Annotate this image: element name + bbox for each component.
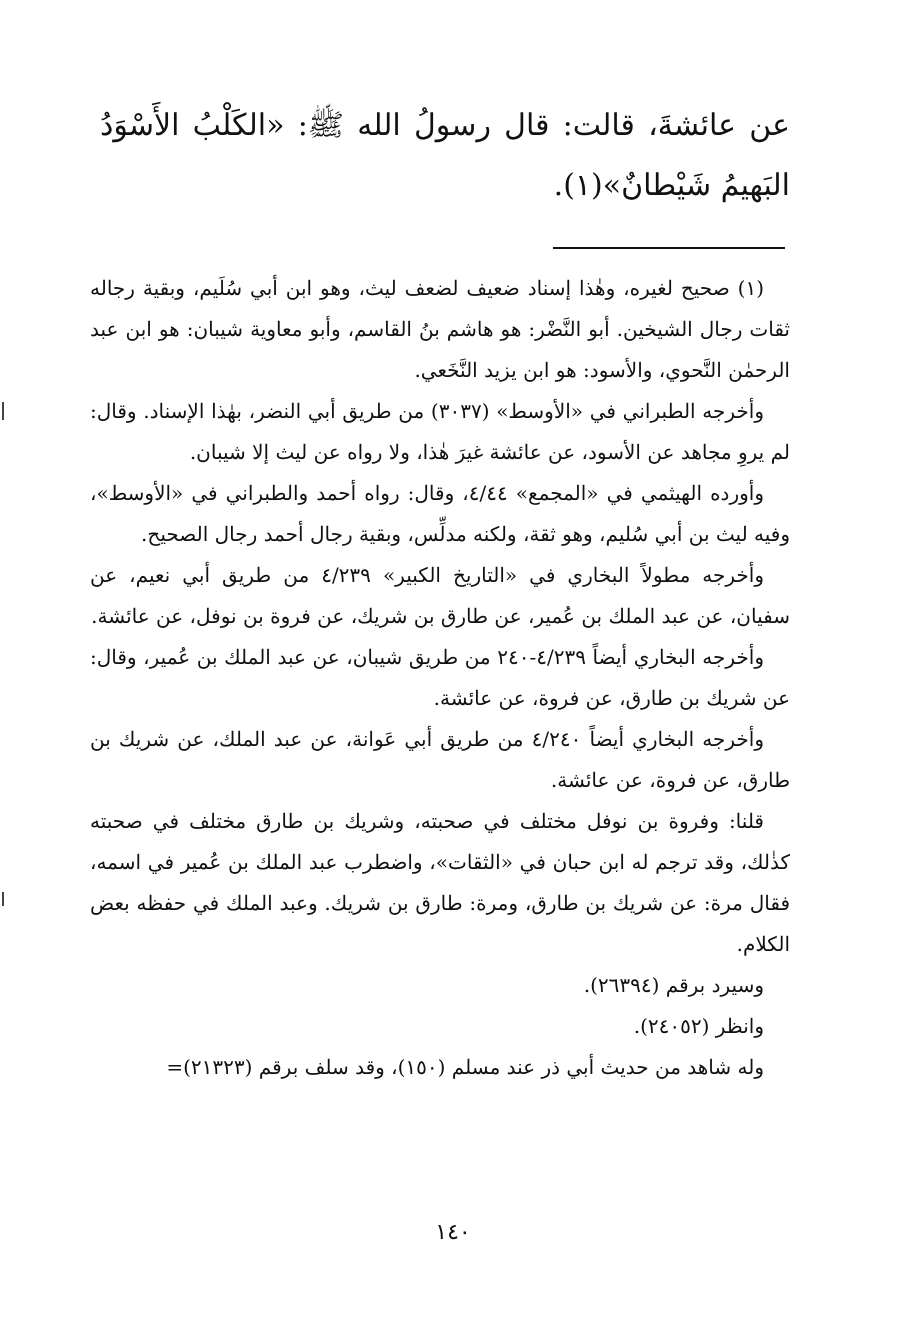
footnote-paragraph: وله شاهد من حديث أبي ذر عند مسلم (١٥٠)، وقد سلف برقم (٢١٣٢٣)= xyxy=(166,1055,764,1079)
hadith-text: عن عائشةَ، قالت: قال رسولُ الله ﷺ: «الكَلْبُ الأَسْوَدُ البَهيمُ شَيْطانٌ»(١). xyxy=(100,108,790,203)
footnote-paragraph: قلنا: وفروة بن نوفل مختلف في صحبته، وشريك بن طارق مختلف في صحبته كذٰلك، وقد ترجم له ابن حبان في «الثقات»، واضطرب عبد الملك بن عُمير في اسمه، فقال مرة: عن شريك بن طارق، ومرة: طارق بن شريك. وعبد الملك في حفظه بعض الكلام. xyxy=(90,809,790,956)
footnote-paragraph: وأخرجه البخاري أيضاً ٤/٢٣٩-٢٤٠ من طريق شيبان، عن عبد الملك بن عُمير، وقال: عن شريك بن طارق، عن فروة، عن عائشة. xyxy=(90,645,790,710)
scan-edge-mark xyxy=(2,892,4,906)
footnote-paragraph: وأورده الهيثمي في «المجمع» ٤/٤٤، وقال: رواه أحمد والطبراني في «الأوسط»، وفيه ليث بن أبي سُليم، وهو ثقة، ولكنه مدلِّس، وبقية رجال أحمد رجال الصحيح. xyxy=(90,481,790,546)
footnote-separator xyxy=(553,247,785,249)
footnote-paragraph: وأخرجه البخاري أيضاً ٤/٢٤٠ من طريق أبي عَوانة، عن عبد الملك، عن شريك بن طارق، عن فروة، عن عائشة. xyxy=(90,727,790,792)
footnote-paragraph: (١) صحيح لغيره، وهٰذا إسناد ضعيف لضعف ليث، وهو ابن أبي سُلَيم، وبقية رجاله ثقات رجال الشيخين. أبو النَّضْر: هو هاشم بنُ القاسم، وأبو معاوية شيبان: هو ابن عبد الرحمٰن النَّحوي، والأسود: هو ابن يزيد النَّخَعي. xyxy=(90,276,790,382)
footnote-paragraph: وانظر (٢٤٠٥٢). xyxy=(633,1014,764,1038)
footnote-paragraph: وأخرجه الطبراني في «الأوسط» (٣٠٣٧) من طريق أبي النضر، بهٰذا الإسناد. وقال: لم يروِ مجاهد عن الأسود، عن عائشة غيرَ هٰذا، ولا رواه عن ليث إلا شيبان. xyxy=(90,399,790,464)
footnote-paragraph: وأخرجه مطولاً البخاري في «التاريخ الكبير» ٤/٢٣٩ من طريق أبي نعيم، عن سفيان، عن عبد الملك بن عُمير، عن طارق بن شريك، عن فروة بن نوفل، عن عائشة. xyxy=(90,563,790,628)
footnote-paragraph: وسيرد برقم (٢٦٣٩٤). xyxy=(583,973,764,997)
scan-edge-mark xyxy=(2,402,4,420)
page-number: ١٤٠ xyxy=(435,1220,471,1245)
footnotes-block xyxy=(90,268,790,1088)
